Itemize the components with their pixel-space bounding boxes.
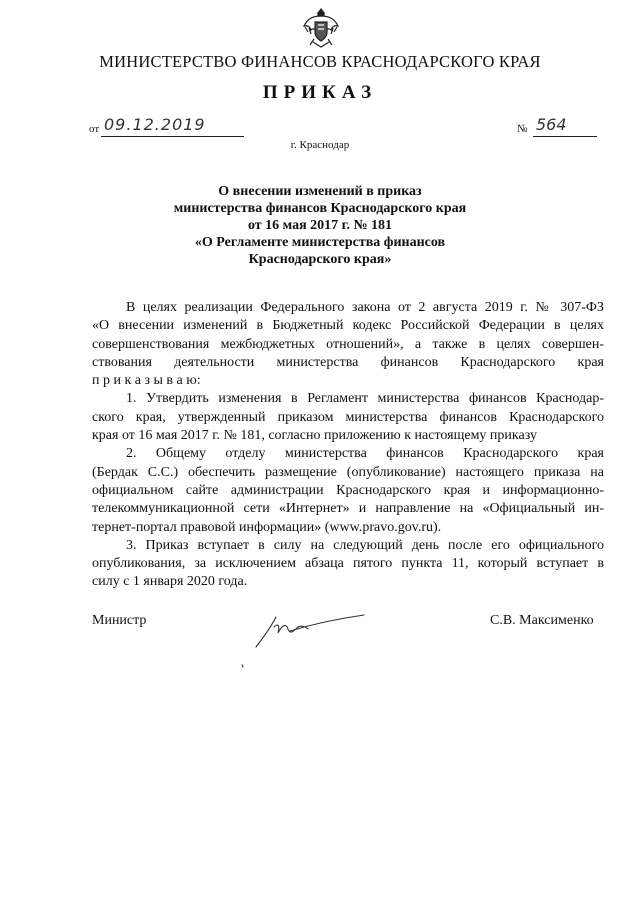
body-line: 3. Приказ вступает в силу на следующий день после его официального	[126, 537, 604, 553]
subject-heading	[150, 183, 490, 268]
subject-line: О внесении изменений в приказ	[218, 184, 422, 199]
order-body	[92, 299, 604, 592]
body-line: 1. Утвердить изменения в Регламент министерства финансов Краснодар-	[126, 391, 604, 407]
handwritten-signature	[236, 605, 376, 685]
document-type-title: ПРИКАЗ	[262, 82, 378, 103]
number-underline	[533, 136, 597, 137]
body-line: ского края, утвержденный приказом министерства финансов Краснодарского	[92, 409, 604, 425]
date-handwritten: 09.12.2019	[104, 115, 206, 134]
ministry-name: МИНИСТЕРСТВО ФИНАНСОВ КРАСНОДАРСКОГО КРАЯ	[99, 52, 541, 71]
date-underline	[101, 136, 244, 137]
signatory-name: С.В. Максименко	[490, 613, 594, 628]
body-line: ствования деятельности министерства финансов Краснодарского края	[92, 354, 604, 370]
body-line: «О внесении изменений в Бюджетный кодекс Российской Федерации в целях	[92, 318, 604, 334]
subject-line: от 16 мая 2017 г. № 181	[247, 218, 393, 233]
number-handwritten: 564	[536, 115, 567, 134]
signatory-role: Министр	[92, 613, 147, 628]
body-line: В целях реализации Федерального закона от 2 августа 2019 г. № 307-ФЗ	[126, 300, 604, 315]
city-label: г. Краснодар	[290, 139, 350, 151]
subject-line: «О Регламенте министерства финансов	[194, 235, 446, 250]
subject-line: Краснодарского края»	[248, 252, 392, 267]
body-line: опубликования, за исключением абзаца пятого пункта 11, который вступает в	[92, 556, 604, 572]
body-line: п р и к а з ы в а ю:	[92, 373, 201, 389]
date-prefix: от	[89, 123, 100, 135]
body-line: официальном сайте администрации Краснодарского края и информационно-	[92, 482, 604, 498]
body-line: совершенствования межбюджетных отношений», а также в целях совершен-	[92, 336, 604, 352]
coat-of-arms-icon	[301, 6, 341, 50]
subject-line: министерства финансов Краснодарского края	[173, 201, 467, 216]
body-line: телекоммуникационной сети «Интернет» и направление на «Официальный ин-	[92, 501, 604, 517]
number-prefix: №	[517, 123, 528, 135]
body-line: (Бердак С.С.) обеспечить размещение (опубликование) настоящего приказа на	[92, 464, 604, 480]
body-line: 2. Общему отделу министерства финансов Краснодарского края	[126, 446, 604, 462]
body-line: тернет-портал правовой информации» (www.pravo.gov.ru).	[92, 519, 442, 535]
body-line: края от 16 мая 2017 г. № 181, согласно приложению к настоящему приказу	[92, 428, 537, 444]
body-line: силу с 1 января 2020 года.	[92, 574, 248, 590]
